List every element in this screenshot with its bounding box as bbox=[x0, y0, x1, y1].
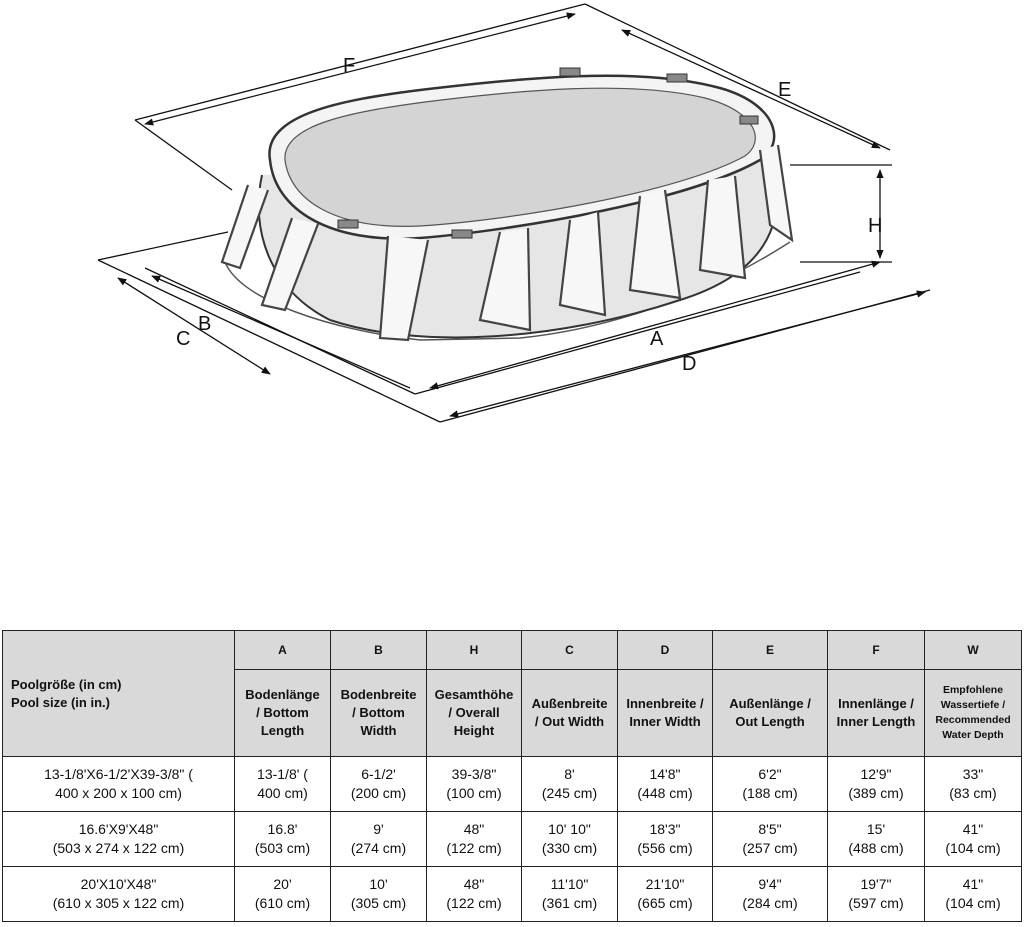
col-letter-d: D bbox=[618, 631, 713, 670]
dimension-cell-b: 9' (274 cm) bbox=[331, 812, 427, 867]
dimension-cell-a: 16.8' (503 cm) bbox=[235, 812, 331, 867]
dimension-cell-d: 21'10" (665 cm) bbox=[618, 867, 713, 922]
col-letter-b: B bbox=[331, 631, 427, 670]
pool-dimension-diagram bbox=[0, 0, 1024, 440]
col-label-a: Bodenlänge / Bottom Length bbox=[235, 670, 331, 757]
col-label-h: Gesamthöhe / Overall Height bbox=[427, 670, 522, 757]
label-e: E bbox=[778, 79, 792, 101]
dimension-cell-d: 18'3" (556 cm) bbox=[618, 812, 713, 867]
table-body bbox=[3, 757, 1022, 922]
table-row bbox=[3, 867, 1022, 922]
dimension-cell-e: 6'2" (188 cm) bbox=[713, 757, 828, 812]
pool-size-table bbox=[2, 630, 1022, 922]
dimension-cell-w: 41" (104 cm) bbox=[925, 867, 1022, 922]
dimension-cell-c: 8' (245 cm) bbox=[522, 757, 618, 812]
dimension-cell-a: 20' (610 cm) bbox=[235, 867, 331, 922]
dimension-cell-a: 13-1/8' ( 400 cm) bbox=[235, 757, 331, 812]
dimension-cell-b: 10' (305 cm) bbox=[331, 867, 427, 922]
pool-size-cell: 16.6'X9'X48" (503 x 274 x 122 cm) bbox=[3, 812, 235, 867]
pool-size-cell: 13-1/8'X6-1/2'X39-3/8" ( 400 x 200 x 100 cm) bbox=[3, 757, 235, 812]
pool-size-cell: 20'X10'X48" (610 x 305 x 122 cm) bbox=[3, 867, 235, 922]
col-letter-c: C bbox=[522, 631, 618, 670]
dimension-cell-e: 8'5" (257 cm) bbox=[713, 812, 828, 867]
label-f: F bbox=[343, 55, 356, 77]
pool-size-header-de: Poolgröße (in cm) bbox=[11, 676, 122, 692]
column-letter-row bbox=[3, 631, 1022, 670]
col-label-b: Bodenbreite / Bottom Width bbox=[331, 670, 427, 757]
dimension-cell-c: 10' 10" (330 cm) bbox=[522, 812, 618, 867]
pool-size-header-en: Pool size (in in.) bbox=[11, 694, 110, 710]
col-letter-f: F bbox=[828, 631, 925, 670]
label-c: C bbox=[176, 328, 191, 350]
dimension-cell-h: 48" (122 cm) bbox=[427, 867, 522, 922]
dimension-cell-f: 12'9" (389 cm) bbox=[828, 757, 925, 812]
dimension-cell-d: 14'8" (448 cm) bbox=[618, 757, 713, 812]
table-row bbox=[3, 812, 1022, 867]
col-label-c: Außenbreite / Out Width bbox=[522, 670, 618, 757]
col-letter-w: W bbox=[925, 631, 1022, 670]
col-letter-e: E bbox=[713, 631, 828, 670]
dimension-cell-b: 6-1/2' (200 cm) bbox=[331, 757, 427, 812]
dimension-cell-f: 15' (488 cm) bbox=[828, 812, 925, 867]
pool-illustration bbox=[222, 68, 792, 340]
col-label-d: Innenbreite / Inner Width bbox=[618, 670, 713, 757]
label-a: A bbox=[650, 328, 664, 350]
dimension-cell-w: 33" (83 cm) bbox=[925, 757, 1022, 812]
label-b: B bbox=[198, 313, 212, 335]
label-d: D bbox=[682, 353, 697, 375]
col-letter-a: A bbox=[235, 631, 331, 670]
col-label-e: Außenlänge / Out Length bbox=[713, 670, 828, 757]
table-row bbox=[3, 757, 1022, 812]
dimension-cell-e: 9'4" (284 cm) bbox=[713, 867, 828, 922]
col-label-w: Empfohlene Wassertiefe / Recommended Water Depth bbox=[925, 670, 1022, 757]
label-h: H bbox=[868, 215, 883, 237]
dimension-cell-c: 11'10" (361 cm) bbox=[522, 867, 618, 922]
pool-size-header bbox=[3, 631, 235, 757]
dimension-cell-w: 41" (104 cm) bbox=[925, 812, 1022, 867]
dimension-cell-f: 19'7" (597 cm) bbox=[828, 867, 925, 922]
col-letter-h: H bbox=[427, 631, 522, 670]
col-label-f: Innenlänge / Inner Length bbox=[828, 670, 925, 757]
dimension-cell-h: 48" (122 cm) bbox=[427, 812, 522, 867]
dimension-cell-h: 39-3/8" (100 cm) bbox=[427, 757, 522, 812]
